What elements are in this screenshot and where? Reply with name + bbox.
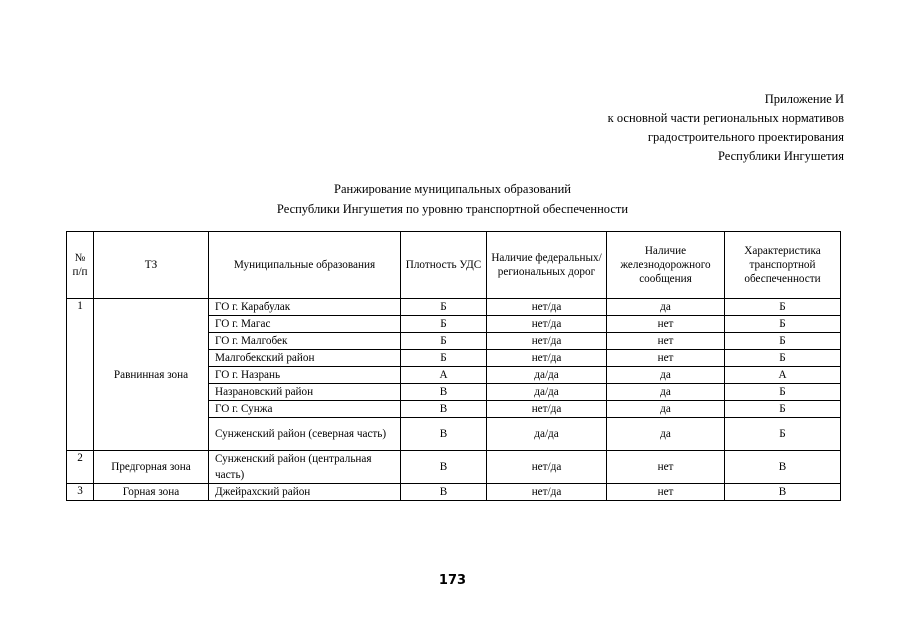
rating-cell: Б <box>725 333 841 350</box>
mo-cell: Джейрахский район <box>209 484 401 501</box>
appendix-line: Приложение И <box>764 92 844 106</box>
density-cell: Б <box>401 333 487 350</box>
rating-cell: Б <box>725 418 841 451</box>
rail-cell: нет <box>607 333 725 350</box>
mo-cell: ГО г. Магас <box>209 316 401 333</box>
rating-cell: Б <box>725 384 841 401</box>
mo-cell: Сунженский район (северная часть) <box>209 418 401 451</box>
rail-cell: да <box>607 418 725 451</box>
rating-cell: Б <box>725 316 841 333</box>
appendix-line: к основной части региональных нормативов <box>607 111 844 125</box>
rail-cell: нет <box>607 350 725 367</box>
rail-cell: да <box>607 367 725 384</box>
roads-cell: нет/да <box>487 316 607 333</box>
page-number: 173 <box>438 573 467 588</box>
rail-cell: да <box>607 401 725 418</box>
mo-cell: ГО г. Сунжа <box>209 401 401 418</box>
roads-cell: нет/да <box>487 299 607 316</box>
density-cell: В <box>401 484 487 501</box>
roads-cell: да/да <box>487 418 607 451</box>
density-cell: В <box>401 401 487 418</box>
header-num: № п/п <box>67 232 94 299</box>
mo-cell: ГО г. Карабулак <box>209 299 401 316</box>
rail-cell: нет <box>607 451 725 484</box>
density-cell: Б <box>401 350 487 367</box>
row-number: 2 <box>67 451 94 484</box>
roads-cell: нет/да <box>487 401 607 418</box>
appendix-line: Республики Ингушетия <box>717 149 844 163</box>
roads-cell: нет/да <box>487 333 607 350</box>
mo-cell: Сунженский район (центральная часть) <box>209 451 401 484</box>
roads-cell: да/да <box>487 384 607 401</box>
header-density: Плотность УДС <box>401 232 487 299</box>
zone-cell: Горная зона <box>94 484 209 501</box>
header-rail: Наличие железнодорожного сообщения <box>607 232 725 299</box>
roads-cell: да/да <box>487 367 607 384</box>
header-row <box>67 232 841 299</box>
zone-cell: Равнинная зона <box>94 299 209 451</box>
header-roads: Наличие федеральных/ региональных дорог <box>487 232 607 299</box>
title-line: Ранжирование муниципальных образований <box>334 182 571 196</box>
rating-cell: Б <box>725 350 841 367</box>
density-cell: А <box>401 367 487 384</box>
rail-cell: нет <box>607 316 725 333</box>
ranking-table <box>66 231 841 501</box>
density-cell: В <box>401 384 487 401</box>
document-title <box>0 179 905 219</box>
rail-cell: да <box>607 384 725 401</box>
table-row <box>67 451 841 484</box>
density-cell: Б <box>401 299 487 316</box>
header-mo: Муниципальные образования <box>209 232 401 299</box>
appendix-line: градостроительного проектирования <box>647 130 844 144</box>
roads-cell: нет/да <box>487 484 607 501</box>
mo-cell: Малгобекский район <box>209 350 401 367</box>
rating-cell: А <box>725 367 841 384</box>
rail-cell: нет <box>607 484 725 501</box>
rail-cell: да <box>607 299 725 316</box>
header-tz: ТЗ <box>94 232 209 299</box>
density-cell: Б <box>401 316 487 333</box>
mo-cell: Назрановский район <box>209 384 401 401</box>
header-rating: Характеристика транспортной обеспеченности <box>725 232 841 299</box>
table-row <box>67 484 841 501</box>
rating-cell: В <box>725 484 841 501</box>
density-cell: В <box>401 418 487 451</box>
table-row <box>67 299 841 316</box>
appendix-heading <box>608 90 844 166</box>
rating-cell: В <box>725 451 841 484</box>
title-line: Республики Ингушетия по уровню транспортной обеспеченности <box>276 202 629 216</box>
density-cell: В <box>401 451 487 484</box>
row-number: 3 <box>67 484 94 501</box>
rating-cell: Б <box>725 299 841 316</box>
mo-cell: ГО г. Малгобек <box>209 333 401 350</box>
mo-cell: ГО г. Назрань <box>209 367 401 384</box>
rating-cell: Б <box>725 401 841 418</box>
row-number: 1 <box>67 299 94 451</box>
zone-cell: Предгорная зона <box>94 451 209 484</box>
roads-cell: нет/да <box>487 451 607 484</box>
roads-cell: нет/да <box>487 350 607 367</box>
